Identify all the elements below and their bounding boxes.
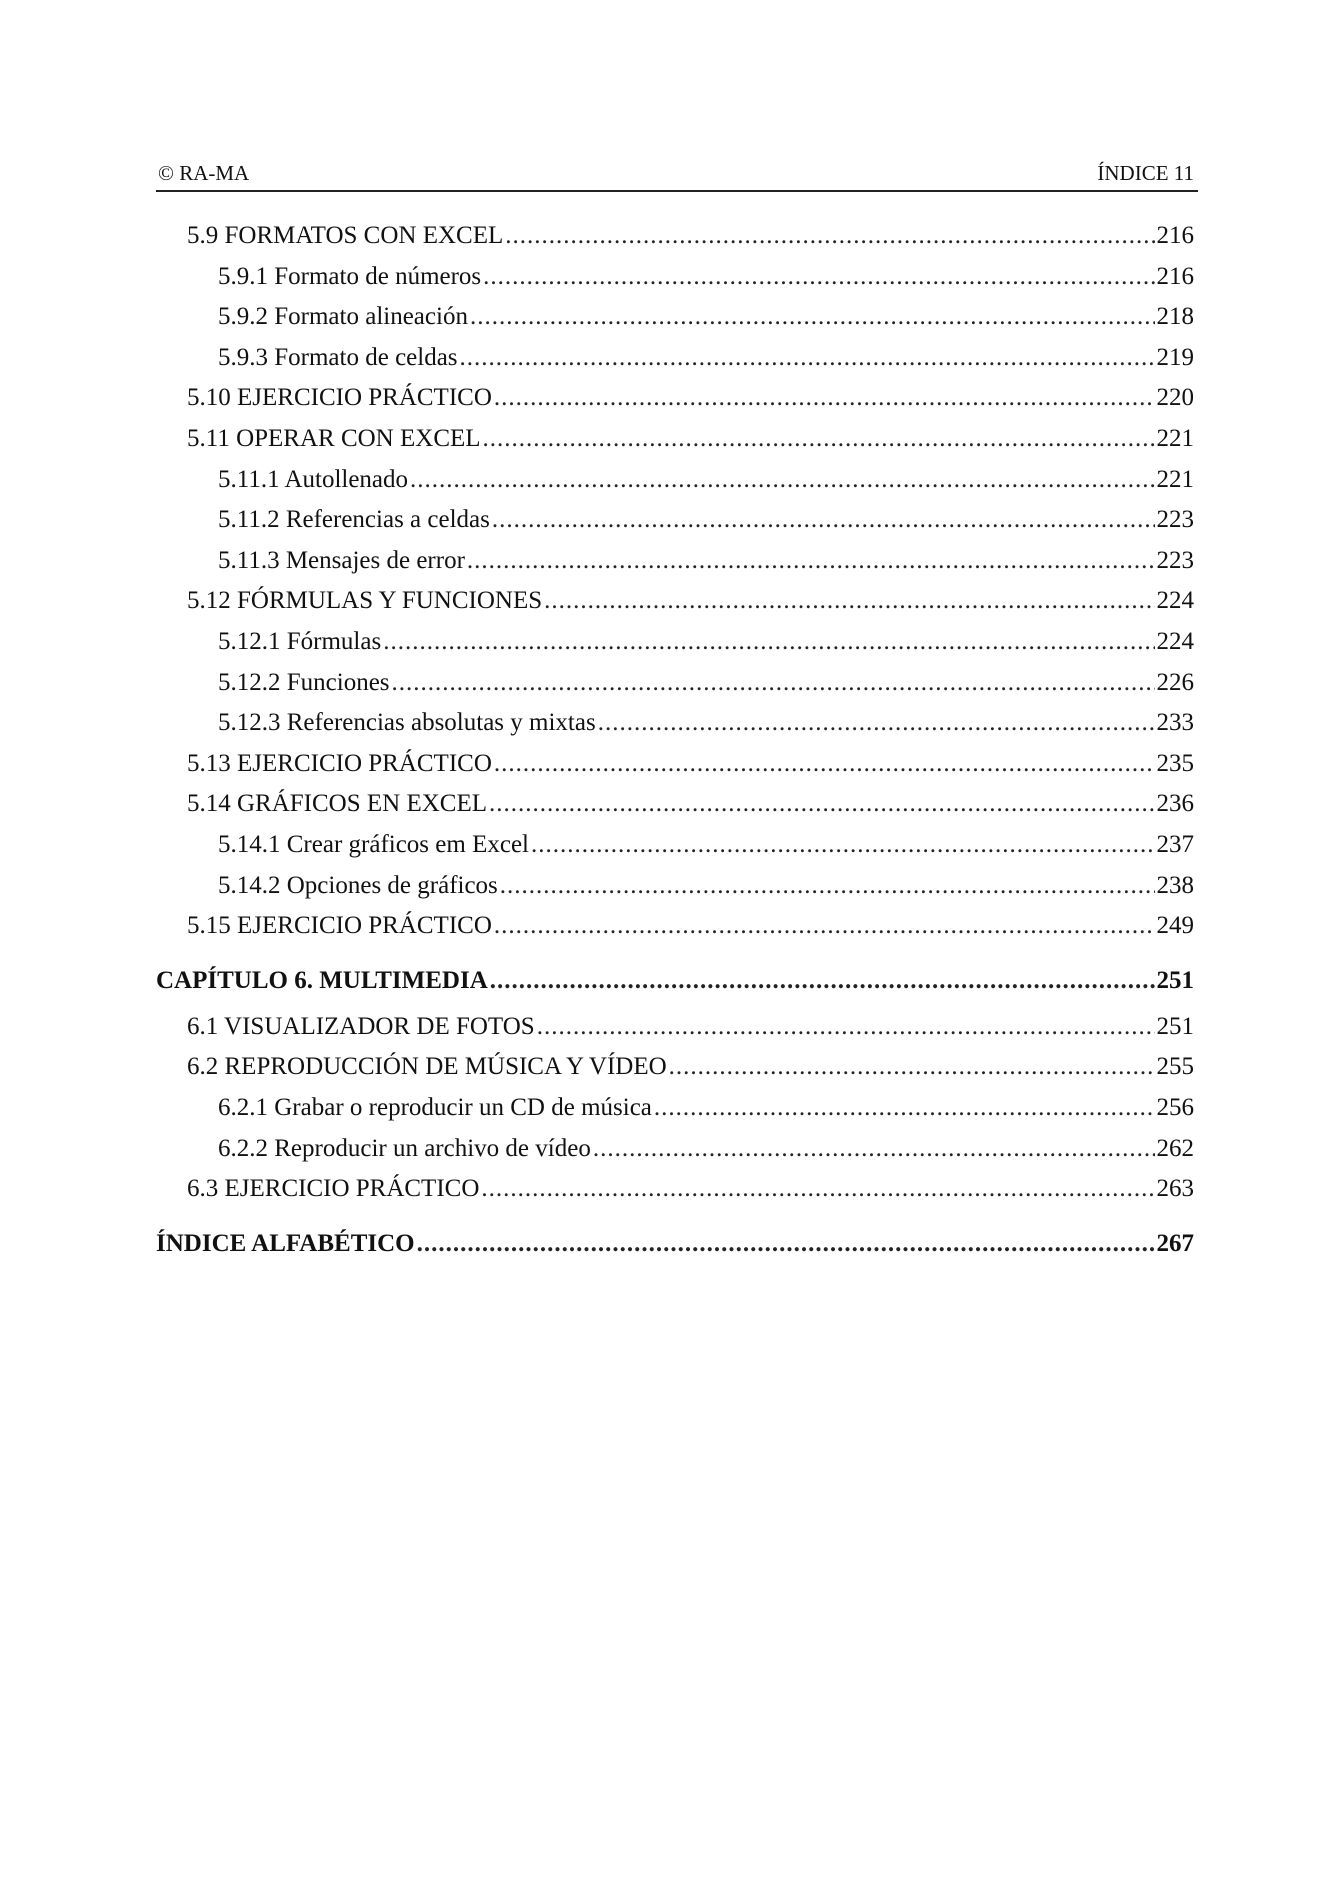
toc-section-entry (187, 425, 1194, 459)
dot-leader (417, 1230, 1155, 1258)
toc-entry-page-number: 236 (1156, 790, 1194, 818)
toc-entry-page-number: 223 (1156, 546, 1194, 574)
dot-leader (500, 872, 1155, 900)
toc-section-entry (187, 1175, 1194, 1209)
dot-leader (467, 547, 1155, 575)
toc-chapter-entry (156, 1230, 1194, 1264)
toc-entry-title: 5.14.1 Crear gráficos em Excel (218, 831, 529, 858)
dot-leader (505, 222, 1154, 250)
toc-subsection-entry (218, 1094, 1194, 1128)
toc-entry-title: 5.12.2 Funciones (218, 668, 390, 696)
dot-leader (494, 750, 1155, 778)
toc-entry-page-number: 216 (1156, 262, 1194, 290)
dot-leader (654, 1094, 1155, 1122)
toc-entry-title: 5.12.1 Fórmulas (218, 628, 382, 655)
toc-section-entry (187, 1053, 1194, 1087)
toc-entry-page-number: 267 (1156, 1229, 1194, 1257)
toc-section-entry (187, 790, 1194, 824)
toc-entry-page-number: 223 (1156, 506, 1194, 534)
toc-entry-title: 5.14 GRÁFICOS EN EXCEL (187, 790, 488, 818)
toc-subsection-entry (218, 872, 1194, 906)
toc-entry-page-number: 233 (1156, 709, 1194, 737)
toc-entry-page-number: 237 (1156, 831, 1194, 858)
publisher-mark: © RA-MA (158, 161, 250, 185)
toc-entry-page-number: 226 (1156, 668, 1194, 696)
toc-entry-title: 5.9.2 Formato alineación (218, 303, 468, 331)
toc-section-entry (187, 1013, 1194, 1047)
dot-leader (494, 912, 1155, 940)
toc-entry-title: 6.1 VISUALIZADOR DE FOTOS (187, 1012, 535, 1040)
toc-section-entry (187, 587, 1194, 621)
dot-leader (531, 831, 1155, 859)
toc-subsection-entry (218, 709, 1194, 743)
toc-subsection-entry (218, 344, 1194, 378)
toc-entry-title: 5.11.1 Autollenado (218, 465, 409, 493)
toc-section-entry (187, 222, 1194, 256)
toc-subsection-entry (218, 303, 1194, 337)
toc-entry-title: 5.9.3 Formato de celdas (218, 343, 458, 371)
toc-chapter-entry (156, 967, 1194, 1001)
toc-entry-title: 5.12 FÓRMULAS Y FUNCIONES (187, 587, 543, 615)
toc-subsection-entry (218, 466, 1194, 500)
toc-entry-title: 6.3 EJERCICIO PRÁCTICO (187, 1175, 480, 1203)
dot-leader (483, 425, 1155, 453)
dot-leader (481, 1175, 1154, 1203)
toc-section-entry (187, 384, 1194, 418)
dot-leader (410, 466, 1154, 494)
toc-entry-title: CAPÍTULO 6. MULTIMEDIA (156, 966, 488, 994)
toc-subsection-entry (218, 547, 1194, 581)
toc-entry-page-number: 249 (1156, 912, 1194, 940)
toc-entry-page-number: 219 (1156, 343, 1194, 371)
toc-subsection-entry (218, 263, 1194, 297)
toc-entry-title: 5.12.3 Referencias absolutas y mixtas (218, 709, 596, 737)
dot-leader (470, 303, 1155, 331)
toc-entry-page-number: 255 (1156, 1053, 1194, 1081)
dot-leader (383, 628, 1154, 656)
toc-entry-page-number: 216 (1156, 222, 1194, 249)
toc-entry-page-number: 251 (1156, 966, 1194, 994)
toc-entry-page-number: 262 (1156, 1134, 1194, 1162)
dot-leader (392, 669, 1155, 697)
section-and-page-number: ÍNDICE 11 (1097, 161, 1194, 185)
dot-leader (669, 1053, 1155, 1081)
running-header (156, 160, 1198, 192)
toc-entry-title: 6.2.1 Grabar o reproducir un CD de música (218, 1094, 652, 1121)
toc-entry-page-number: 218 (1156, 303, 1194, 331)
toc-section-entry (187, 750, 1194, 784)
dot-leader (490, 967, 1155, 995)
toc-entry-page-number: 235 (1156, 749, 1194, 777)
toc-entry-page-number: 221 (1156, 465, 1194, 493)
dot-leader (483, 263, 1154, 291)
toc-entry-page-number: 220 (1156, 384, 1194, 412)
toc-entry-page-number: 221 (1156, 425, 1194, 452)
toc-subsection-entry (218, 506, 1194, 540)
toc-subsection-entry (218, 1135, 1194, 1169)
dot-leader (489, 790, 1154, 818)
toc-section-entry (187, 912, 1194, 946)
toc-entry-title: 6.2.2 Reproducir un archivo de vídeo (218, 1134, 591, 1162)
dot-leader (593, 1135, 1155, 1163)
toc-entry-title: 5.15 EJERCICIO PRÁCTICO (187, 912, 492, 940)
toc-entry-title: 6.2 REPRODUCCIÓN DE MÚSICA Y VÍDEO (187, 1053, 667, 1081)
dot-leader (494, 384, 1155, 412)
toc-entry-title: 5.13 EJERCICIO PRÁCTICO (187, 749, 492, 777)
toc-entry-title: 5.9 FORMATOS CON EXCEL (187, 222, 504, 249)
toc-subsection-entry (218, 669, 1194, 703)
dot-leader (544, 587, 1154, 615)
toc-entry-page-number: 263 (1156, 1175, 1194, 1203)
toc-entry-title: 5.11.2 Referencias a celdas (218, 506, 490, 534)
toc-entry-title: ÍNDICE ALFABÉTICO (156, 1229, 415, 1257)
dot-leader (537, 1013, 1155, 1041)
toc-entry-title: 5.10 EJERCICIO PRÁCTICO (187, 384, 492, 412)
dot-leader (492, 506, 1155, 534)
toc-entry-title: 5.11 OPERAR CON EXCEL (187, 425, 481, 452)
toc-entry-title: 5.14.2 Opciones de gráficos (218, 871, 498, 899)
toc-entry-title: 5.11.3 Mensajes de error (218, 546, 465, 574)
toc-subsection-entry (218, 628, 1194, 662)
toc-entry-page-number: 238 (1156, 871, 1194, 899)
dot-leader (598, 709, 1155, 737)
toc-entry-page-number: 256 (1156, 1094, 1194, 1121)
toc-entry-page-number: 224 (1156, 587, 1194, 615)
toc-subsection-entry (218, 831, 1194, 865)
toc-entry-page-number: 251 (1156, 1012, 1194, 1040)
toc-entry-page-number: 224 (1156, 628, 1194, 655)
toc-entry-title: 5.9.1 Formato de números (218, 262, 482, 290)
dot-leader (460, 344, 1155, 372)
